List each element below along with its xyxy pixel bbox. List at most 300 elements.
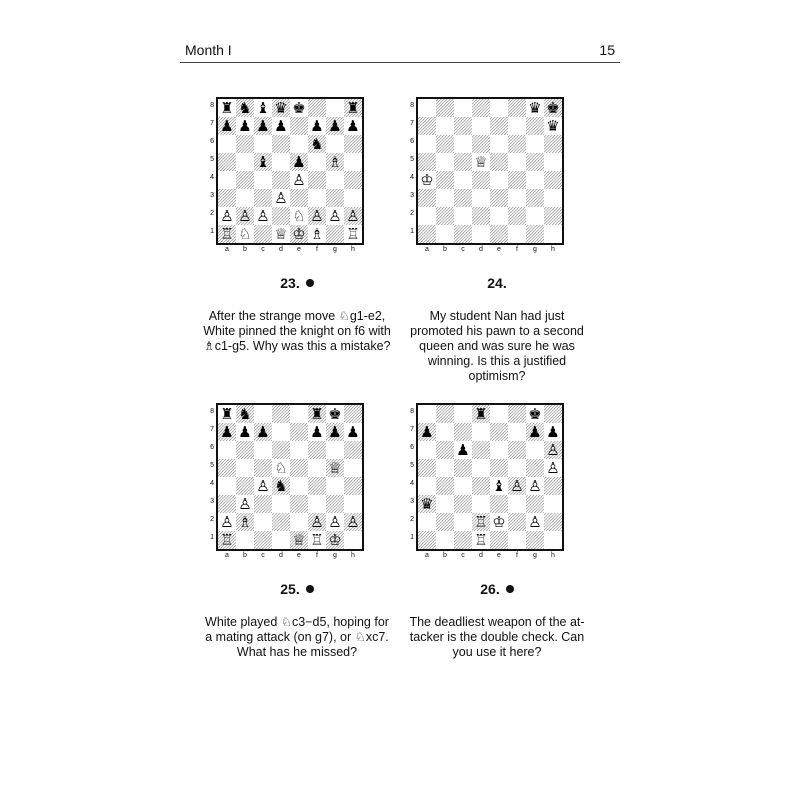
file-label: b [243,552,247,559]
square-g7 [326,423,344,441]
puzzle-number-text: 25. [280,581,300,597]
file-label: h [551,552,555,559]
square-g2 [326,513,344,531]
square-b6 [236,441,254,459]
white-bishop-icon: ♗ [238,513,252,531]
white-pawn-icon: ♙ [328,513,342,531]
chessboard [216,403,364,551]
square-b3 [436,189,454,207]
black-rook-icon: ♜ [474,405,488,423]
white-bishop-icon: ♗ [328,153,342,171]
square-d3 [472,189,490,207]
square-f8 [308,99,326,117]
square-f1 [508,531,526,549]
square-a3 [418,189,436,207]
square-g5 [326,459,344,477]
square-b4 [236,477,254,495]
square-f2 [508,207,526,225]
square-a2 [218,513,236,531]
square-a1 [218,225,236,243]
square-a5 [418,459,436,477]
square-c1 [254,531,272,549]
square-c5 [254,153,272,171]
black-pawn-icon: ♟ [328,423,342,441]
square-f7 [308,117,326,135]
square-g1 [526,225,544,243]
square-f6 [508,135,526,153]
square-h6 [544,441,562,459]
white-rook-icon: ♖ [346,225,360,243]
square-f1 [508,225,526,243]
file-label: a [425,246,429,253]
square-b2 [436,207,454,225]
chess-diagram [402,97,592,257]
square-b4 [236,171,254,189]
square-e5 [490,153,508,171]
white-rook-icon: ♖ [220,225,234,243]
square-c2 [454,207,472,225]
square-e4 [490,477,508,495]
white-knight-icon: ♘ [238,225,252,243]
white-knight-icon: ♘ [292,207,306,225]
black-knight-icon: ♞ [238,99,252,117]
white-pawn-icon: ♙ [510,477,524,495]
square-b7 [436,117,454,135]
file-label: d [279,246,283,253]
file-label: d [479,552,483,559]
square-d5 [472,459,490,477]
rank-label: 2 [210,210,214,217]
square-h3 [344,495,362,513]
rank-label: 6 [210,444,214,451]
black-bishop-icon: ♝ [256,153,270,171]
square-e8 [290,99,308,117]
white-pawn-icon: ♙ [256,207,270,225]
square-b7 [436,423,454,441]
page-header [185,38,615,60]
square-h1 [344,225,362,243]
square-f1 [308,225,326,243]
square-b6 [236,135,254,153]
square-b3 [236,495,254,513]
square-c3 [454,189,472,207]
square-e6 [290,135,308,153]
file-label: f [316,246,318,253]
black-rook-icon: ♜ [346,99,360,117]
square-b5 [236,153,254,171]
square-d2 [472,513,490,531]
square-g7 [526,423,544,441]
square-d4 [472,477,490,495]
square-g8 [526,99,544,117]
square-b1 [436,225,454,243]
square-a4 [418,171,436,189]
square-g4 [326,477,344,495]
square-a7 [418,423,436,441]
square-d6 [272,441,290,459]
difficulty-dot-icon [506,585,514,593]
file-label: e [497,246,501,253]
square-e8 [490,99,508,117]
square-b2 [236,513,254,531]
square-a3 [218,495,236,513]
square-f5 [508,153,526,171]
rank-label: 6 [210,138,214,145]
square-d2 [272,207,290,225]
file-label: f [316,552,318,559]
square-c3 [254,189,272,207]
square-d7 [472,117,490,135]
file-labels [218,551,362,561]
difficulty-dot-icon [306,585,314,593]
square-h2 [344,513,362,531]
square-b1 [236,225,254,243]
square-c7 [254,423,272,441]
square-c4 [254,477,272,495]
rank-labels [202,403,214,547]
rank-label: 7 [210,120,214,127]
square-e7 [290,117,308,135]
square-f3 [508,189,526,207]
square-a8 [218,405,236,423]
square-d2 [472,207,490,225]
file-label: e [297,552,301,559]
rank-label: 4 [210,480,214,487]
square-c5 [454,459,472,477]
square-h2 [544,513,562,531]
square-h5 [344,153,362,171]
square-b4 [436,171,454,189]
square-g6 [526,441,544,459]
square-h4 [544,171,562,189]
white-pawn-icon: ♙ [274,189,288,207]
rank-label: 1 [410,534,414,541]
square-f6 [308,441,326,459]
square-a2 [418,513,436,531]
square-h7 [344,423,362,441]
black-pawn-icon: ♟ [456,441,470,459]
rank-label: 3 [210,192,214,199]
square-c8 [454,405,472,423]
puzzle-caption: My student Nan had just promoted his pawn to a second queen and was sure he was winning. Is this a justified optimism? [410,309,584,383]
square-g6 [526,135,544,153]
square-c8 [254,405,272,423]
square-h7 [544,117,562,135]
square-h5 [344,459,362,477]
file-label: h [551,246,555,253]
white-king-icon: ♔ [328,531,342,549]
white-rook-icon: ♖ [220,531,234,549]
rank-labels [402,97,414,241]
square-h7 [544,423,562,441]
square-f4 [508,477,526,495]
square-d6 [272,135,290,153]
square-e5 [490,459,508,477]
black-pawn-icon: ♟ [546,423,560,441]
square-f5 [308,459,326,477]
square-a4 [418,477,436,495]
square-c1 [454,531,472,549]
square-d8 [472,99,490,117]
square-a6 [218,441,236,459]
puzzle-number [402,581,592,597]
square-h6 [344,135,362,153]
black-pawn-icon: ♟ [528,423,542,441]
square-b5 [236,459,254,477]
square-e3 [490,495,508,513]
square-a3 [418,495,436,513]
file-label: f [516,246,518,253]
square-g3 [326,495,344,513]
square-h4 [344,171,362,189]
square-c4 [254,171,272,189]
square-c6 [454,441,472,459]
square-g6 [326,135,344,153]
square-a1 [418,225,436,243]
rank-label: 8 [210,102,214,109]
square-f5 [508,459,526,477]
black-pawn-icon: ♟ [256,117,270,135]
puzzle-23 [202,97,402,354]
square-e4 [290,477,308,495]
difficulty-dot-icon [306,279,314,287]
square-f2 [508,513,526,531]
square-g3 [326,189,344,207]
file-label: c [461,552,465,559]
rank-label: 7 [410,426,414,433]
white-pawn-icon: ♙ [310,513,324,531]
square-g8 [526,405,544,423]
file-label: e [497,552,501,559]
square-d8 [272,405,290,423]
square-e5 [290,153,308,171]
file-label: d [279,552,283,559]
square-a7 [218,117,236,135]
white-king-icon: ♔ [292,225,306,243]
white-rook-icon: ♖ [310,531,324,549]
square-a7 [218,423,236,441]
file-labels [418,245,562,255]
square-c6 [254,135,272,153]
square-b6 [436,135,454,153]
square-f2 [308,207,326,225]
square-h6 [344,441,362,459]
black-king-icon: ♚ [328,405,342,423]
square-g5 [526,459,544,477]
white-pawn-icon: ♙ [256,477,270,495]
square-f4 [308,171,326,189]
square-f7 [508,423,526,441]
file-label: b [443,246,447,253]
square-b1 [236,531,254,549]
square-h1 [344,531,362,549]
rank-label: 1 [210,534,214,541]
square-h3 [544,495,562,513]
black-pawn-icon: ♟ [220,423,234,441]
square-e2 [490,207,508,225]
black-pawn-icon: ♟ [238,117,252,135]
file-label: b [443,552,447,559]
square-a4 [218,171,236,189]
square-h6 [544,135,562,153]
white-pawn-icon: ♙ [528,513,542,531]
square-e6 [490,135,508,153]
square-d4 [272,477,290,495]
square-f3 [308,495,326,513]
square-h8 [544,405,562,423]
square-c2 [254,207,272,225]
square-d1 [272,531,290,549]
file-label: c [261,552,265,559]
square-b2 [236,207,254,225]
puzzle-number [402,275,592,291]
chess-diagram [202,403,392,563]
square-a1 [218,531,236,549]
puzzle-number [202,581,392,597]
white-queen-icon: ♕ [474,153,488,171]
rank-label: 6 [410,444,414,451]
puzzle-number-text: 23. [280,275,300,291]
square-a2 [218,207,236,225]
square-d5 [272,459,290,477]
file-label: h [351,246,355,253]
square-c6 [254,441,272,459]
square-h8 [544,99,562,117]
black-rook-icon: ♜ [310,405,324,423]
square-f4 [508,171,526,189]
rank-label: 4 [410,480,414,487]
black-rook-icon: ♜ [220,405,234,423]
square-d2 [272,513,290,531]
square-f8 [308,405,326,423]
square-d1 [472,225,490,243]
square-d1 [272,225,290,243]
square-f6 [508,441,526,459]
square-c7 [454,117,472,135]
file-label: g [533,552,537,559]
square-d3 [272,189,290,207]
square-g1 [326,531,344,549]
square-e1 [290,531,308,549]
square-g4 [526,477,544,495]
black-rook-icon: ♜ [220,99,234,117]
file-label: h [351,552,355,559]
square-a8 [418,99,436,117]
white-rook-icon: ♖ [474,513,488,531]
file-label: g [533,246,537,253]
file-labels [218,245,362,255]
square-e2 [290,207,308,225]
white-pawn-icon: ♙ [546,459,560,477]
square-c5 [254,459,272,477]
square-d5 [272,153,290,171]
black-queen-icon: ♛ [420,495,434,513]
square-e3 [490,189,508,207]
square-g8 [326,405,344,423]
rank-label: 7 [210,426,214,433]
square-h3 [544,189,562,207]
square-f7 [308,423,326,441]
puzzle-25 [202,403,402,660]
black-pawn-icon: ♟ [328,117,342,135]
square-e7 [490,423,508,441]
white-king-icon: ♔ [492,513,506,531]
rank-label: 2 [410,516,414,523]
square-d7 [472,423,490,441]
black-king-icon: ♚ [528,405,542,423]
square-g2 [526,207,544,225]
square-c3 [454,495,472,513]
square-a3 [218,189,236,207]
chess-diagram [202,97,392,257]
black-knight-icon: ♞ [310,135,324,153]
page-number: 15 [599,42,615,58]
white-queen-icon: ♕ [328,459,342,477]
square-h5 [544,459,562,477]
file-label: c [261,246,265,253]
square-d1 [472,531,490,549]
black-pawn-icon: ♟ [292,153,306,171]
square-g2 [326,207,344,225]
chessboard [416,403,564,551]
square-e3 [290,189,308,207]
black-pawn-icon: ♟ [274,117,288,135]
square-e2 [490,513,508,531]
square-h4 [544,477,562,495]
puzzle-number-text: 26. [480,581,500,597]
file-label: a [225,552,229,559]
rank-label: 2 [410,210,414,217]
square-c1 [454,225,472,243]
rank-label: 2 [210,516,214,523]
square-c2 [254,513,272,531]
square-b8 [236,405,254,423]
square-c7 [254,117,272,135]
black-knight-icon: ♞ [238,405,252,423]
square-e6 [290,441,308,459]
square-e7 [290,423,308,441]
square-b7 [236,117,254,135]
black-pawn-icon: ♟ [238,423,252,441]
square-e1 [290,225,308,243]
square-d4 [472,171,490,189]
square-e8 [490,405,508,423]
square-g1 [326,225,344,243]
square-f7 [508,117,526,135]
square-d7 [272,117,290,135]
square-b3 [236,189,254,207]
square-c6 [454,135,472,153]
square-a6 [218,135,236,153]
white-queen-icon: ♕ [274,225,288,243]
square-g2 [526,513,544,531]
square-b6 [436,441,454,459]
square-h4 [344,477,362,495]
white-queen-icon: ♕ [292,531,306,549]
white-pawn-icon: ♙ [220,513,234,531]
rank-labels [202,97,214,241]
square-b4 [436,477,454,495]
square-g6 [326,441,344,459]
square-f6 [308,135,326,153]
square-g5 [326,153,344,171]
white-pawn-icon: ♙ [238,207,252,225]
square-h3 [344,189,362,207]
white-pawn-icon: ♙ [238,495,252,513]
chessboard [416,97,564,245]
square-d3 [272,495,290,513]
square-b2 [436,513,454,531]
